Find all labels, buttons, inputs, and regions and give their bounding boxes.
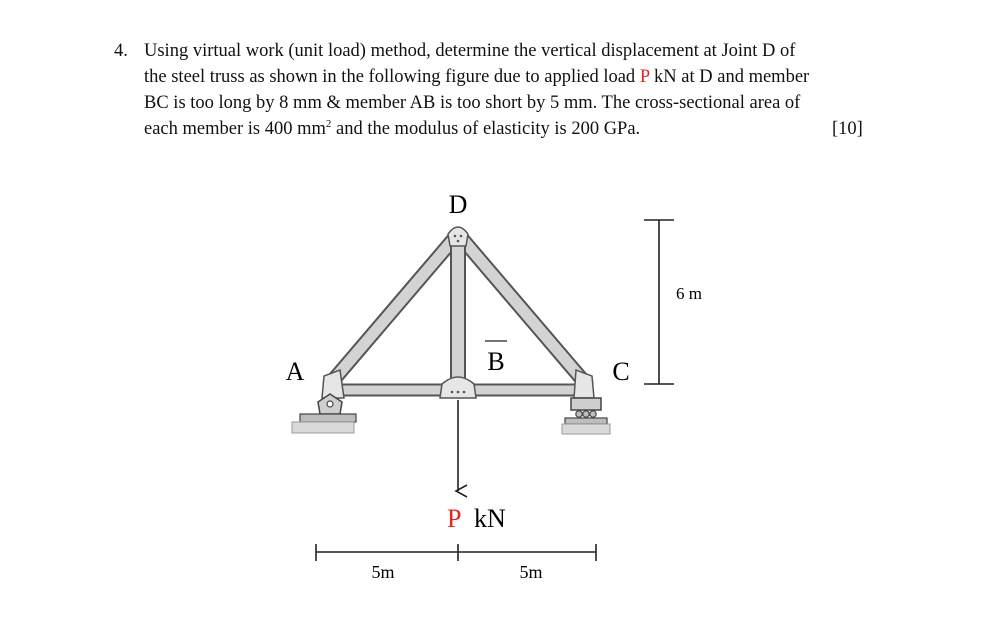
load-label-unit: kN bbox=[474, 504, 506, 533]
span-left-label: 5m bbox=[371, 562, 395, 582]
span-right-label: 5m bbox=[519, 562, 543, 582]
pin-support-a bbox=[292, 394, 356, 433]
joint-label-c: C bbox=[612, 357, 630, 386]
question-line-2-start: the steel truss as shown in the following figure due to applied load bbox=[144, 67, 640, 87]
joint-label-a: A bbox=[285, 357, 305, 386]
question-line-4-end: and the modulus of elasticity is 200 GPa. bbox=[331, 119, 641, 139]
gusset-c bbox=[574, 370, 594, 398]
question-number: 4. bbox=[114, 41, 128, 61]
gusset-b bbox=[440, 377, 476, 398]
load-label-symbol: P bbox=[447, 504, 462, 533]
load-symbol-text: P bbox=[639, 67, 650, 87]
member-dc bbox=[458, 234, 586, 384]
member-ad bbox=[330, 234, 458, 384]
question-line-2-end: kN at D and member bbox=[649, 67, 810, 87]
question-marks: [10] bbox=[832, 119, 863, 139]
question-line-3: BC is too long by 8 mm & member AB is too short by 5 mm. The cross-sectional area of bbox=[144, 93, 801, 113]
height-dimension bbox=[644, 220, 674, 384]
roller-support-c bbox=[562, 398, 610, 434]
joint-label-b: B bbox=[487, 347, 505, 376]
question-line-4-start: each member is 400 mm bbox=[144, 119, 326, 139]
truss-members bbox=[330, 234, 586, 390]
span-dimension bbox=[316, 544, 596, 561]
gusset-a bbox=[322, 370, 344, 398]
joint-label-d: D bbox=[448, 190, 468, 219]
question-line-1: Using virtual work (unit load) method, determine the vertical displacement at Joint D of bbox=[144, 41, 796, 61]
height-dimension-label: 6 m bbox=[676, 284, 702, 303]
area-exponent: 2 bbox=[325, 117, 332, 130]
gusset-d bbox=[448, 227, 468, 246]
